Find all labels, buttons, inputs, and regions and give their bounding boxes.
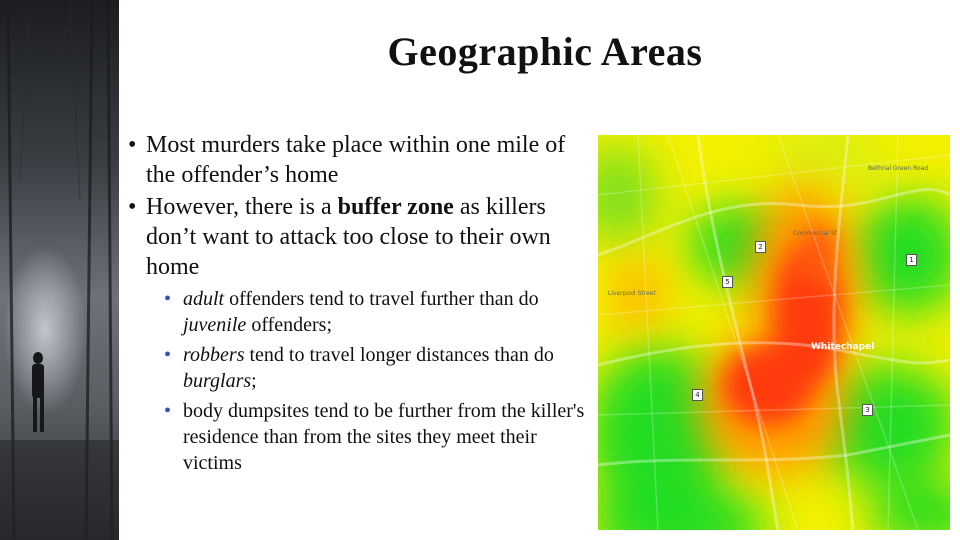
map-road-label: Bethnal Green Road (868, 165, 929, 172)
map-pin-marker: 4 (692, 389, 703, 401)
map-place-label: Whitechapel (811, 342, 875, 352)
sub-bullet-dot: • (164, 344, 172, 366)
term-burglars: burglars (183, 370, 252, 392)
sub-bullet-text: tend to travel longer distances than do (244, 344, 554, 366)
slide-title: Geographic Areas (387, 29, 703, 74)
term-adult: adult (183, 288, 225, 310)
foggy-forest-photo (0, 0, 119, 540)
map-pin-marker: 2 (755, 241, 766, 253)
bullet-item (128, 130, 598, 190)
term-robbers: robbers (183, 344, 245, 366)
sub-bullet-text-end: offenders; (246, 314, 333, 336)
bullet-item (128, 192, 598, 282)
bullet-dot: • (128, 194, 137, 220)
map-pin-marker: 1 (906, 254, 917, 266)
sub-bullet-text: body dumpsites tend to be further from the killer's residence than from the sites they meet their victims (183, 400, 585, 474)
map-pin-marker: 5 (722, 276, 733, 288)
map-road-label: Commercial St (793, 230, 837, 237)
sub-bullet-text: offenders tend to travel further than do (224, 288, 539, 310)
buffer-zone-term: buffer zone (337, 194, 454, 220)
term-juvenile: juvenile (183, 314, 247, 336)
sub-bullet-item (128, 286, 598, 338)
map-road-label: Liverpool Street (608, 290, 656, 297)
sub-bullet-dot: • (164, 288, 172, 310)
bullet-text: Most murders take place within one mile of the offender’s home (146, 132, 566, 188)
bullet-text-pre: However, there is a (146, 194, 338, 220)
sub-bullet-item (128, 398, 598, 476)
bullet-text-post: as killers don’t want to attack too close to their own home (146, 194, 551, 280)
sub-bullet-text-end: ; (251, 370, 257, 392)
bullet-dot: • (128, 132, 137, 158)
heatmap-image (598, 135, 950, 530)
map-pin-marker: 3 (862, 404, 873, 416)
sub-bullet-dot: • (164, 400, 172, 422)
heatmap-figure (598, 135, 950, 530)
slide-body (128, 130, 598, 476)
sub-bullet-item (128, 342, 598, 394)
